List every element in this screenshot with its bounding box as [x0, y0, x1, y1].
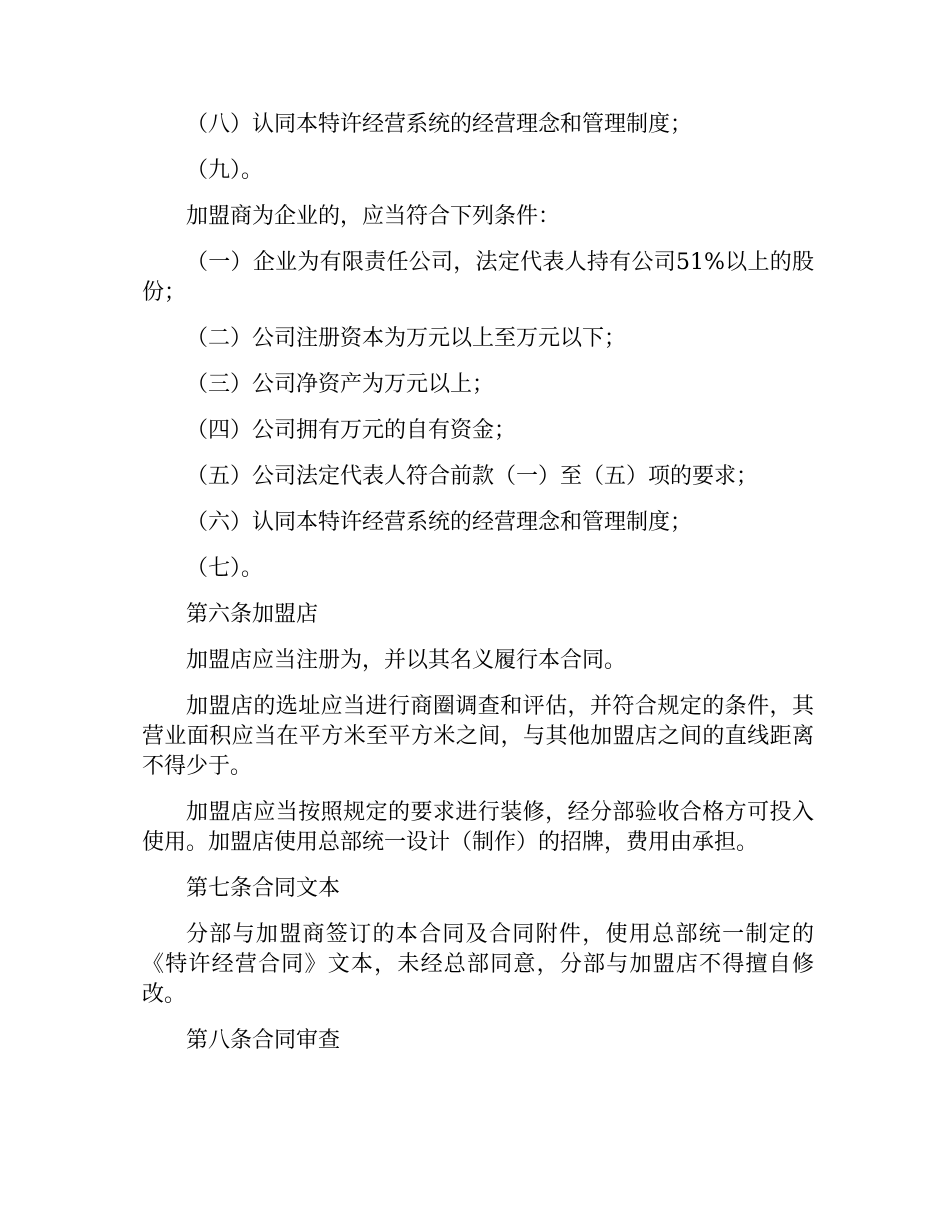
article-6-para-3: 加盟店应当按照规定的要求进行装修，经分部验收合格方可投入使用。加盟店使用总部统一设计（制作）的招牌，费用由承担。: [142, 800, 814, 855]
article-8-heading: 第八条合同审查: [186, 1028, 341, 1053]
clause-item-9: （九）。: [186, 158, 264, 183]
enterprise-condition-2: （二）公司注册资本为万元以上至万元以下；: [186, 326, 627, 351]
enterprise-condition-6: （六）认同本特许经营系统的经营理念和管理制度；: [186, 510, 693, 535]
article-7-heading: 第七条合同文本: [186, 876, 341, 901]
enterprise-condition-5: （五）公司法定代表人符合前款（一）至（五）项的要求；: [186, 464, 759, 489]
enterprise-condition-7: （七）。: [186, 556, 264, 581]
enterprise-condition-3: （三）公司净资产为万元以上；: [186, 372, 495, 397]
enterprise-condition-1: （一）企业为有限责任公司，法定代表人持有公司51%以上的股份；: [142, 250, 814, 305]
clause-item-8: （八）认同本特许经营系统的经营理念和管理制度；: [186, 112, 693, 137]
article-6-para-2: 加盟店的选址应当进行商圈调查和评估，并符合规定的条件，其营业面积应当在平方米至平方米之间，与其他加盟店之间的直线距离不得少于。: [142, 694, 814, 779]
article-6-para-1: 加盟店应当注册为，并以其名义履行本合同。: [186, 648, 627, 673]
enterprise-conditions-intro: 加盟商为企业的，应当符合下列条件：: [186, 204, 561, 229]
article-7-para-1: 分部与加盟商签订的本合同及合同附件，使用总部统一制定的《特许经营合同》文本，未经总部同意，分部与加盟店不得擅自修改。: [142, 922, 814, 1007]
document-body: [142, 110, 814, 1072]
enterprise-condition-4: （四）公司拥有万元的自有资金；: [186, 418, 517, 443]
article-6-heading: 第六条加盟店: [186, 602, 319, 627]
